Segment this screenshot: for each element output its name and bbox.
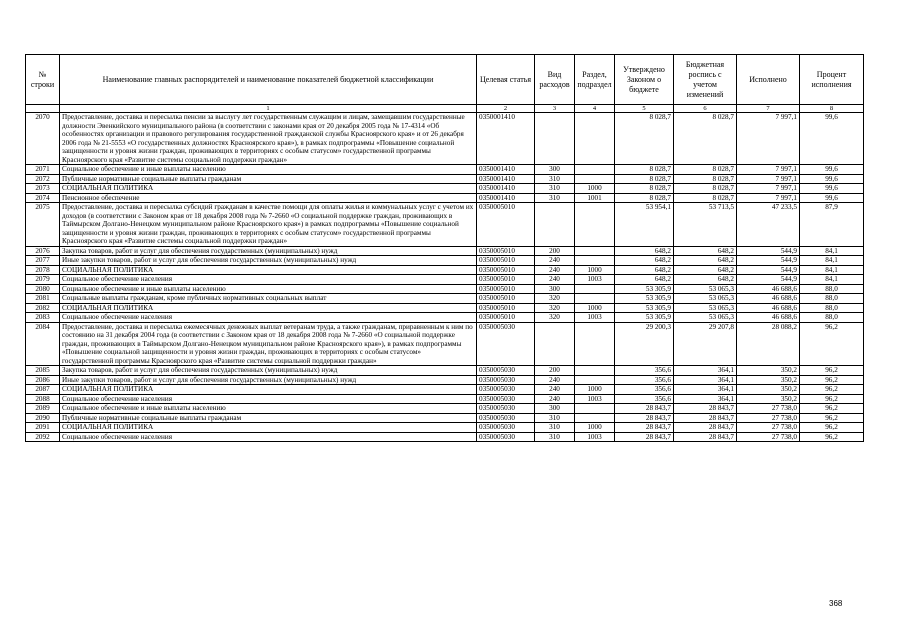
budget-list-cell: 648,2 [674,246,737,256]
executed-cell: 27 738,0 [737,413,800,423]
row-name-cell: Социальное обеспечение и иные выплаты населению [60,404,477,414]
executed-cell: 27 738,0 [737,423,800,433]
row-name-cell: Публичные нормативные социальные выплаты гражданам [60,174,477,184]
percent-cell: 84,1 [800,265,864,275]
col-header-approved: Утверждено Законом о бюджете [615,55,674,105]
percent-cell: 99,6 [800,113,864,165]
approved-cell: 29 200,3 [615,322,674,366]
target-article-cell: 0350005010 [477,203,535,247]
approved-cell: 53 305,9 [615,294,674,304]
col-header-target: Целевая статья [477,55,535,105]
executed-cell: 7 997,1 [737,174,800,184]
row-name-cell: СОЦИАЛЬНАЯ ПОЛИТИКА [60,265,477,275]
approved-cell: 648,2 [615,265,674,275]
column-number-row [26,105,864,113]
target-article-cell: 0350005030 [477,366,535,376]
expense-type-cell: 240 [535,275,575,285]
section-cell [575,322,615,366]
approved-cell: 28 843,7 [615,423,674,433]
executed-cell: 28 088,2 [737,322,800,366]
percent-cell: 96,2 [800,413,864,423]
approved-cell: 28 843,7 [615,404,674,414]
budget-list-cell: 53 065,3 [674,284,737,294]
executed-cell: 544,9 [737,246,800,256]
row-number-cell: 2081 [26,294,60,304]
target-article-cell: 0350005010 [477,265,535,275]
executed-cell: 350,2 [737,394,800,404]
target-article-cell: 0350005030 [477,404,535,414]
col-number: 2 [477,105,535,113]
budget-list-cell: 53 065,3 [674,294,737,304]
approved-cell: 53 305,9 [615,284,674,294]
target-article-cell: 0350005010 [477,256,535,266]
col-number: 3 [535,105,575,113]
section-cell: 1001 [575,193,615,203]
budget-list-cell: 8 028,7 [674,165,737,175]
approved-cell: 28 843,7 [615,432,674,442]
budget-list-cell: 8 028,7 [674,193,737,203]
target-article-cell: 0350001410 [477,113,535,165]
budget-list-cell: 8 028,7 [674,113,737,165]
row-number-cell: 2074 [26,193,60,203]
budget-list-cell: 53 065,3 [674,313,737,323]
percent-cell: 88,0 [800,303,864,313]
percent-cell: 99,6 [800,193,864,203]
executed-cell: 544,9 [737,256,800,266]
header-row [26,55,864,105]
row-number-cell: 2071 [26,165,60,175]
row-name-cell: СОЦИАЛЬНАЯ ПОЛИТИКА [60,184,477,194]
table-row [26,294,864,304]
approved-cell: 8 028,7 [615,165,674,175]
expense-type-cell: 310 [535,174,575,184]
approved-cell: 53 305,9 [615,313,674,323]
percent-cell: 96,2 [800,385,864,395]
expense-type-cell: 310 [535,413,575,423]
expense-type-cell: 320 [535,294,575,304]
budget-list-cell: 364,1 [674,375,737,385]
executed-cell: 46 688,6 [737,313,800,323]
section-cell: 1003 [575,432,615,442]
approved-cell: 8 028,7 [615,193,674,203]
table-row [26,275,864,285]
target-article-cell: 0350001410 [477,165,535,175]
row-number-cell: 2079 [26,275,60,285]
row-name-cell: Пенсионное обеспечение [60,193,477,203]
target-article-cell: 0350005030 [477,375,535,385]
executed-cell: 46 688,6 [737,303,800,313]
row-name-cell: Социальное обеспечение населения [60,313,477,323]
expense-type-cell: 310 [535,423,575,433]
target-article-cell: 0350001410 [477,174,535,184]
expense-type-cell [535,113,575,165]
approved-cell: 356,6 [615,385,674,395]
row-number-cell: 2085 [26,366,60,376]
section-cell [575,256,615,266]
expense-type-cell: 310 [535,184,575,194]
target-article-cell: 0350005030 [477,432,535,442]
row-number-cell: 2073 [26,184,60,194]
percent-cell: 87,9 [800,203,864,247]
section-cell [575,294,615,304]
row-name-cell: Социальное обеспечение населения [60,275,477,285]
section-cell: 1003 [575,313,615,323]
row-name-cell: Социальное обеспечение населения [60,432,477,442]
row-name-cell: СОЦИАЛЬНАЯ ПОЛИТИКА [60,385,477,395]
approved-cell: 8 028,7 [615,184,674,194]
table-row [26,246,864,256]
table-row [26,203,864,247]
executed-cell: 350,2 [737,385,800,395]
section-cell: 1003 [575,275,615,285]
executed-cell: 27 738,0 [737,432,800,442]
executed-cell: 7 997,1 [737,193,800,203]
row-name-cell: Иные закупки товаров, работ и услуг для обеспечения государственных (муниципальных) нужд [60,256,477,266]
executed-cell: 544,9 [737,275,800,285]
row-name-cell: Социальные выплаты гражданам, кроме публичных нормативных социальных выплат [60,294,477,304]
col-header-name: Наименование главных распорядителей и наименование показателей бюджетной классификации [60,55,477,105]
expense-type-cell: 240 [535,394,575,404]
table-row [26,174,864,184]
row-name-cell: Закупка товаров, работ и услуг для обеспечения государственных (муниципальных) нужд [60,366,477,376]
table-row [26,394,864,404]
expense-type-cell [535,322,575,366]
section-cell [575,203,615,247]
row-name-cell: Публичные нормативные социальные выплаты гражданам [60,413,477,423]
row-number-cell: 2075 [26,203,60,247]
col-header-row-no: № строки [26,55,60,105]
expense-type-cell: 320 [535,313,575,323]
target-article-cell: 0350005010 [477,303,535,313]
row-number-cell: 2076 [26,246,60,256]
budget-list-cell: 8 028,7 [674,184,737,194]
col-number [26,105,60,113]
section-cell: 1000 [575,385,615,395]
row-number-cell: 2091 [26,423,60,433]
table-row [26,113,864,165]
row-number-cell: 2090 [26,413,60,423]
row-number-cell: 2084 [26,322,60,366]
budget-list-cell: 648,2 [674,256,737,266]
row-number-cell: 2078 [26,265,60,275]
table-row [26,404,864,414]
expense-type-cell: 200 [535,366,575,376]
row-name-cell: Иные закупки товаров, работ и услуг для обеспечения государственных (муниципальных) нужд [60,375,477,385]
row-number-cell: 2070 [26,113,60,165]
budget-list-cell: 28 843,7 [674,423,737,433]
approved-cell: 648,2 [615,246,674,256]
col-header-percent: Процент исполнения [800,55,864,105]
col-number: 6 [674,105,737,113]
section-cell [575,413,615,423]
section-cell [575,375,615,385]
expense-type-cell: 240 [535,256,575,266]
approved-cell: 648,2 [615,275,674,285]
table-row [26,193,864,203]
expense-type-cell: 310 [535,193,575,203]
approved-cell: 356,6 [615,366,674,376]
approved-cell: 53 305,9 [615,303,674,313]
executed-cell: 544,9 [737,265,800,275]
row-number-cell: 2082 [26,303,60,313]
row-name-cell: СОЦИАЛЬНАЯ ПОЛИТИКА [60,303,477,313]
budget-list-cell: 28 843,7 [674,413,737,423]
section-cell [575,284,615,294]
section-cell: 1000 [575,303,615,313]
expense-type-cell: 240 [535,265,575,275]
table-body [26,113,864,442]
table-row [26,385,864,395]
percent-cell: 96,2 [800,366,864,376]
row-name-cell: Предоставление, доставка и пересылка ежемесячных денежных выплат ветеранам труда, а также гражданам, приравненным к ним по состоянию на 31 декабря 2004 года (в соответствии с Законом края от 18 декабря 2008 года № 7-2660 «О социальной поддержке граждан, проживающих в Таймырском Долгано-Ненецком муниципальном районе Красноярского края»), в рамках подпрограммы «Повышение социальной защищенности и уровня жизни граждан, проживающих в территориях с особым статусом» государственной программы Красноярского края «Развитие системы социальной поддержки граждан» [60,322,477,366]
table-row [26,284,864,294]
table-row [26,265,864,275]
budget-list-cell: 53 713,5 [674,203,737,247]
table-row [26,322,864,366]
executed-cell: 46 688,6 [737,284,800,294]
approved-cell: 648,2 [615,256,674,266]
expense-type-cell: 300 [535,165,575,175]
budget-execution-table [25,54,864,442]
section-cell [575,113,615,165]
approved-cell: 8 028,7 [615,174,674,184]
row-number-cell: 2072 [26,174,60,184]
row-number-cell: 2088 [26,394,60,404]
percent-cell: 84,1 [800,275,864,285]
budget-list-cell: 364,1 [674,394,737,404]
target-article-cell: 0350001410 [477,184,535,194]
target-article-cell: 0350005030 [477,385,535,395]
executed-cell: 350,2 [737,375,800,385]
table-row [26,366,864,376]
executed-cell: 7 997,1 [737,165,800,175]
col-number: 4 [575,105,615,113]
target-article-cell: 0350005010 [477,313,535,323]
col-header-executed: Исполнено [737,55,800,105]
target-article-cell: 0350005010 [477,275,535,285]
target-article-cell: 0350005030 [477,413,535,423]
executed-cell: 7 997,1 [737,184,800,194]
budget-list-cell: 29 207,8 [674,322,737,366]
target-article-cell: 0350005030 [477,394,535,404]
col-header-section: Раздел, подраздел [575,55,615,105]
percent-cell: 99,6 [800,174,864,184]
col-header-budget-list: Бюджетная роспись с учетом изменений [674,55,737,105]
target-article-cell: 0350005030 [477,322,535,366]
percent-cell: 99,6 [800,184,864,194]
expense-type-cell: 310 [535,432,575,442]
target-article-cell: 0350005010 [477,284,535,294]
executed-cell: 47 233,5 [737,203,800,247]
table-row [26,256,864,266]
section-cell: 1000 [575,184,615,194]
approved-cell: 8 028,7 [615,113,674,165]
row-number-cell: 2092 [26,432,60,442]
table-row [26,375,864,385]
expense-type-cell: 240 [535,375,575,385]
row-number-cell: 2089 [26,404,60,414]
budget-list-cell: 8 028,7 [674,174,737,184]
expense-type-cell: 240 [535,385,575,395]
expense-type-cell: 300 [535,404,575,414]
target-article-cell: 0350005030 [477,423,535,433]
col-number: 5 [615,105,674,113]
expense-type-cell [535,203,575,247]
percent-cell: 96,2 [800,404,864,414]
table-row [26,165,864,175]
row-number-cell: 2083 [26,313,60,323]
budget-list-cell: 28 843,7 [674,432,737,442]
budget-table-sheet [25,54,863,442]
expense-type-cell: 200 [535,246,575,256]
section-cell: 1003 [575,394,615,404]
row-number-cell: 2087 [26,385,60,395]
executed-cell: 46 688,6 [737,294,800,304]
col-number: 7 [737,105,800,113]
row-name-cell: Предоставление, доставка и пересылка субсидий гражданам в качестве помощи для оплаты жилья и коммунальных услуг с учетом их доходов (в соответствии с Законом края от 18 декабря 2008 года № 7-2660 «О социальной поддержке граждан, проживающих в Таймырском Долгано-Ненецком муниципальном районе Красноярского края») в рамках подпрограммы «Повышение социальной защищенности и уровня жизни граждан, проживающих в территориях с особым статусом» государственной программы Красноярского края «Развитие системы социальной поддержки граждан» [60,203,477,247]
row-number-cell: 2077 [26,256,60,266]
table-row [26,413,864,423]
target-article-cell: 0350001410 [477,193,535,203]
budget-list-cell: 648,2 [674,275,737,285]
budget-list-cell: 648,2 [674,265,737,275]
budget-list-cell: 364,1 [674,366,737,376]
expense-type-cell: 300 [535,284,575,294]
budget-list-cell: 364,1 [674,385,737,395]
percent-cell: 88,0 [800,294,864,304]
col-number: 8 [800,105,864,113]
table-row [26,184,864,194]
executed-cell: 7 997,1 [737,113,800,165]
approved-cell: 28 843,7 [615,413,674,423]
col-number: 1 [60,105,477,113]
percent-cell: 99,6 [800,165,864,175]
row-number-cell: 2080 [26,284,60,294]
percent-cell: 96,2 [800,432,864,442]
table-row [26,303,864,313]
table-row [26,423,864,433]
col-header-expense-type: Вид расходов [535,55,575,105]
row-name-cell: Социальное обеспечение и иные выплаты населению [60,165,477,175]
expense-type-cell: 320 [535,303,575,313]
page-number: 368 [829,599,843,608]
section-cell: 1000 [575,423,615,433]
approved-cell: 356,6 [615,375,674,385]
percent-cell: 96,2 [800,375,864,385]
row-name-cell: Социальное обеспечение и иные выплаты населению [60,284,477,294]
budget-list-cell: 53 065,3 [674,303,737,313]
table-row [26,313,864,323]
row-name-cell: Предоставление, доставка и пересылка пенсии за выслугу лет государственным служащим и лицам, замещавшим государственные должности Эвенкийского муниципального района (в соответствии с законами края от 20 декабря 2005 года № 17-4314 «Об особенностях организации и правового регулирования государственной гражданской службы Красноярского края» и от 26 декабря 2006 года № 21-5553 «О государственных должностях Красноярского края»), в рамках подпрограммы «Повышение социальной защищенности и уровня жизни граждан, проживающих в территориях с особым статусом» государственной программы Красноярского края «Развитие системы социальной поддержки граждан» [60,113,477,165]
percent-cell: 88,0 [800,313,864,323]
approved-cell: 356,6 [615,394,674,404]
target-article-cell: 0350005010 [477,294,535,304]
percent-cell: 84,1 [800,246,864,256]
row-name-cell: СОЦИАЛЬНАЯ ПОЛИТИКА [60,423,477,433]
approved-cell: 53 954,1 [615,203,674,247]
row-number-cell: 2086 [26,375,60,385]
section-cell [575,174,615,184]
target-article-cell: 0350005010 [477,246,535,256]
percent-cell: 96,2 [800,394,864,404]
percent-cell: 96,2 [800,322,864,366]
section-cell: 1000 [575,265,615,275]
percent-cell: 84,1 [800,256,864,266]
percent-cell: 96,2 [800,423,864,433]
percent-cell: 88,0 [800,284,864,294]
section-cell [575,366,615,376]
row-name-cell: Социальное обеспечение населения [60,394,477,404]
section-cell [575,165,615,175]
section-cell [575,404,615,414]
table-row [26,432,864,442]
budget-list-cell: 28 843,7 [674,404,737,414]
row-name-cell: Закупка товаров, работ и услуг для обеспечения государственных (муниципальных) нужд [60,246,477,256]
executed-cell: 27 738,0 [737,404,800,414]
executed-cell: 350,2 [737,366,800,376]
section-cell [575,246,615,256]
